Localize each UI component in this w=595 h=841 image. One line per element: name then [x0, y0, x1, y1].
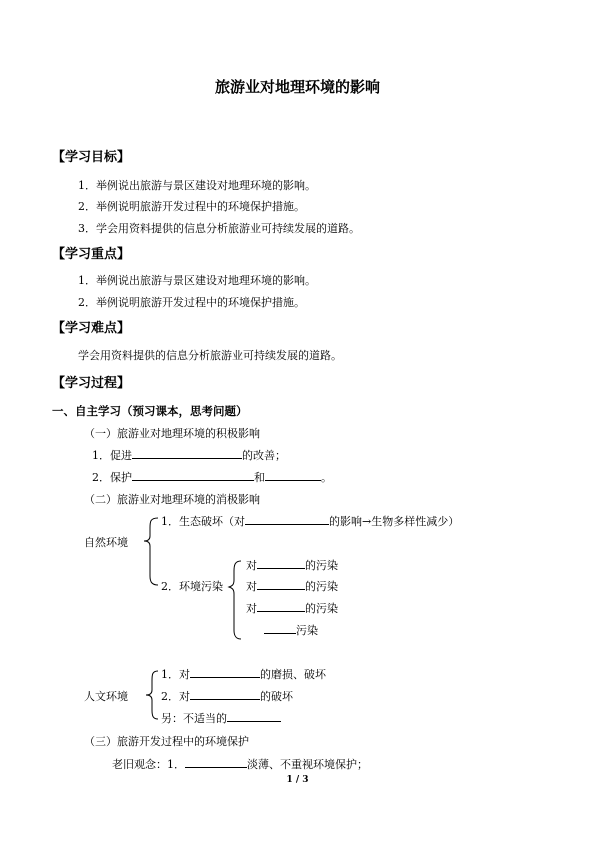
natural-env-label: 自然环境 — [84, 536, 128, 549]
goal-item-3: 3．学会用资料提供的信息分析旅游业可持续发展的道路。 — [78, 222, 360, 235]
process-heading: 【学习过程】 — [52, 376, 131, 391]
part3-title: （三）旅游开发过程中的环境保护 — [84, 735, 249, 748]
eco-damage-prefix: 1．生态破坏（对 — [161, 515, 245, 528]
part1-line2-prefix: 2．保护 — [92, 471, 132, 484]
pollution-item-3-prefix: 对 — [246, 602, 257, 615]
keypoint-item-1: 1．举例说出旅游与景区建设对地理环境的影响。 — [78, 274, 316, 287]
cultural-env-label: 人文环境 — [84, 690, 128, 703]
cultural-item-1-suffix: 的磨损、破坏 — [260, 668, 326, 681]
goal-item-2: 2．举例说明旅游开发过程中的环境保护措施。 — [78, 200, 305, 213]
pollution-item-1-prefix: 对 — [246, 559, 257, 572]
difficulties-text: 学会用资料提供的信息分析旅游业可持续发展的道路。 — [78, 349, 342, 362]
part1-title: （一）旅游业对地理环境的积极影响 — [84, 427, 260, 440]
pollution-label: 2．环境污染 — [161, 580, 223, 593]
page-number: 1 / 3 — [286, 775, 309, 785]
cultural-item-2-suffix: 的破坏 — [260, 690, 293, 703]
part1-line2-and: 和 — [254, 471, 265, 484]
part2-title: （二）旅游业对地理环境的消极影响 — [84, 493, 260, 506]
old-concept-suffix: 淡薄、不重视环境保护； — [247, 758, 368, 771]
section-self-study: 一、自主学习（预习课本，思考问题） — [52, 404, 248, 418]
part1-line2-suffix: 。 — [321, 471, 332, 484]
keypoint-item-2: 2．举例说明旅游开发过程中的环境保护措施。 — [78, 296, 305, 309]
pollution-item-2-suffix: 的污染 — [305, 580, 338, 593]
cultural-item-2-prefix: 2．对 — [161, 690, 190, 703]
part1-line1-prefix: 1．促进 — [92, 449, 132, 462]
old-concept-prefix: 老旧观念：1． — [112, 758, 185, 771]
eco-damage-suffix: 的影响→生物多样性减少） — [329, 515, 460, 528]
difficulties-heading: 【学习难点】 — [52, 321, 131, 336]
pollution-item-2-prefix: 对 — [246, 580, 257, 593]
goals-heading: 【学习目标】 — [52, 150, 131, 165]
goal-item-1: 1．举例说出旅游与景区建设对地理环境的影响。 — [78, 179, 316, 192]
pollution-item-1-suffix: 的污染 — [305, 559, 338, 572]
pollution-item-3-suffix: 的污染 — [305, 602, 338, 615]
cultural-item-3-prefix: 另：不适当的 — [161, 712, 227, 725]
keypoints-heading: 【学习重点】 — [52, 247, 131, 262]
brace-pollution — [229, 561, 241, 639]
pollution-item-4-suffix: 污染 — [296, 624, 318, 637]
brace-natural — [144, 518, 158, 585]
cultural-item-1-prefix: 1．对 — [161, 668, 190, 681]
part1-line1-suffix: 的改善； — [242, 449, 286, 462]
page-title: 旅游业对地理环境的影响 — [214, 78, 380, 96]
brace-cultural — [146, 671, 158, 719]
